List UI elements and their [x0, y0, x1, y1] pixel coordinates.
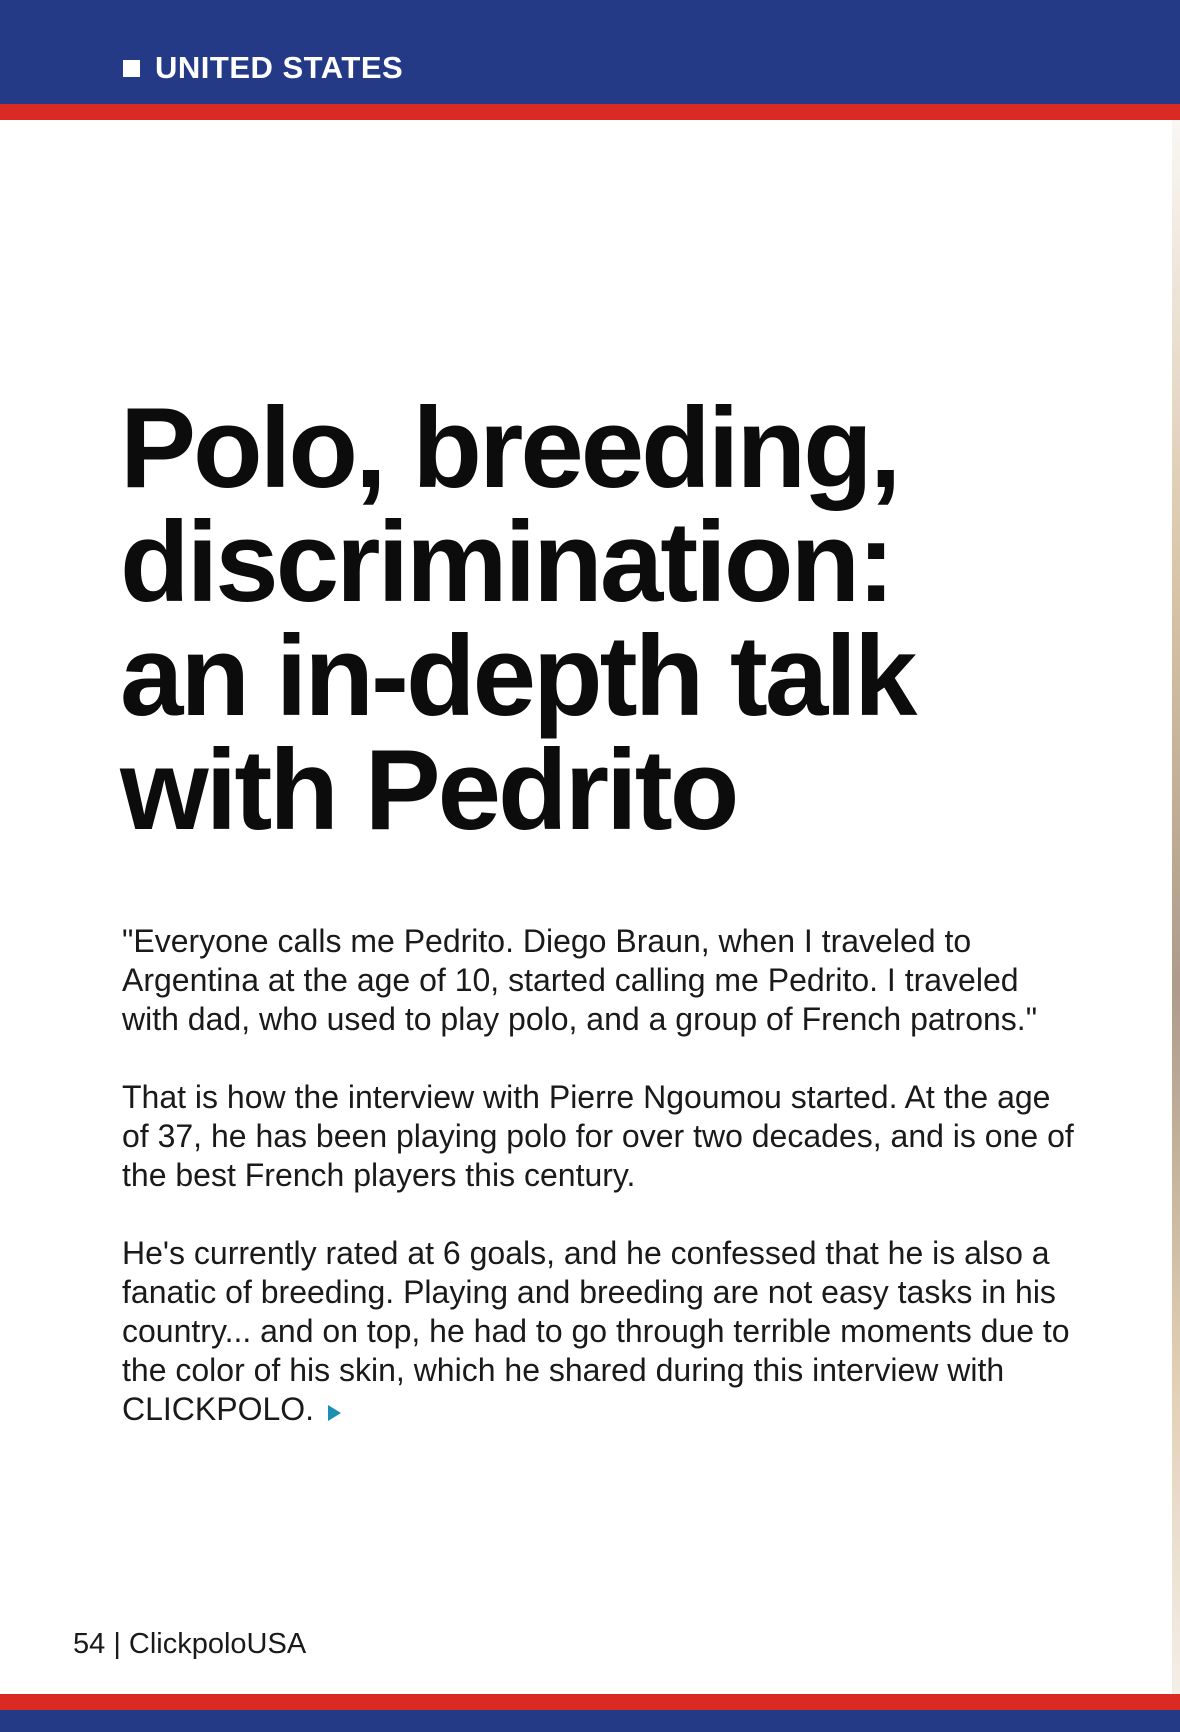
article-paragraph-last — [122, 1234, 1082, 1429]
page-footer: 54 | ClickpoloUSA — [73, 1628, 307, 1660]
section-label — [123, 48, 403, 88]
article-headline — [120, 385, 1140, 854]
headline-line: Polo, breeding, — [120, 385, 899, 512]
article-paragraph-text: He's currently rated at 6 goals, and he confessed that he is also a fanatic of breeding. Playing and breeding are not easy tasks in his country... and on top, he had to go through terrible moments due to the color of his skin, which he shared during this interview with CLICKPOLO. — [122, 1235, 1070, 1427]
headline-line: with Pedrito — [120, 727, 737, 854]
footer-red-stripe — [0, 1694, 1180, 1710]
article-paragraph: That is how the interview with Pierre Ngoumou started. At the age of 37, he has been playing polo for over two decades, and is one of the best French players this century. — [122, 1079, 1074, 1193]
header-red-stripe — [0, 104, 1180, 120]
headline-line: discrimination: — [120, 499, 893, 626]
article-body — [122, 922, 1082, 1468]
triangle-right-icon — [328, 1405, 341, 1421]
headline-line: an in-depth talk — [120, 613, 915, 740]
square-bullet-icon — [123, 60, 140, 77]
footer-band — [0, 1710, 1180, 1732]
section-label-text: UNITED STATES — [155, 50, 404, 85]
article-paragraph: "Everyone calls me Pedrito. Diego Braun, when I traveled to Argentina at the age of 10, started calling me Pedrito. I traveled with dad, who used to play polo, and a group of French patrons." — [122, 923, 1038, 1037]
page-edge-shadow — [1172, 120, 1180, 1694]
